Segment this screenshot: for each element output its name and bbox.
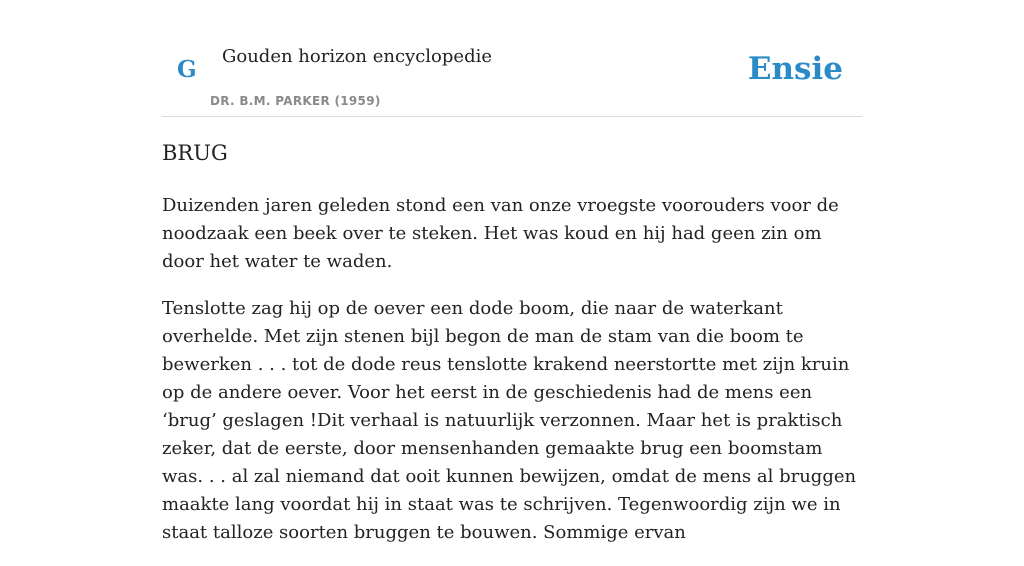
- book-logo[interactable]: G: [177, 56, 197, 83]
- entry-content: [162, 192, 864, 566]
- author-label: DR. B.M. PARKER (1959): [210, 94, 381, 108]
- page-header: [162, 0, 862, 117]
- entry-title: BRUG: [162, 141, 228, 165]
- book-title[interactable]: Gouden horizon encyclopedie: [222, 46, 492, 67]
- paragraph: Tenslotte zag hij op de oever een dode boom, die naar de waterkant overhelde. Met zijn stenen bijl begon de man de stam van die boom te bewerken . . . tot de dode reus tenslotte krakend neerstortte met zijn kruin op de andere oever. Voor het eerst in de geschiedenis had de mens een ‘brug’ geslagen !Dit verhaal is natuurlijk verzonnen. Maar het is praktisch zeker, dat de eerste, door mensenhanden gemaakte brug een boomstam was. . . al zal niemand dat ooit kunnen bewijzen, omdat de mens al bruggen maakte lang voordat hij in staat was te schrijven. Tegenwoordig zijn we in staat talloze soorten bruggen te bouwen. Sommige ervan: [162, 298, 857, 543]
- brand-logo[interactable]: Ensie: [747, 51, 843, 87]
- paragraph: Duizenden jaren geleden stond een van onze vroegste voorouders voor de noodzaak een beek over te steken. Het was koud en hij had geen zin om door het water te waden.: [162, 195, 839, 272]
